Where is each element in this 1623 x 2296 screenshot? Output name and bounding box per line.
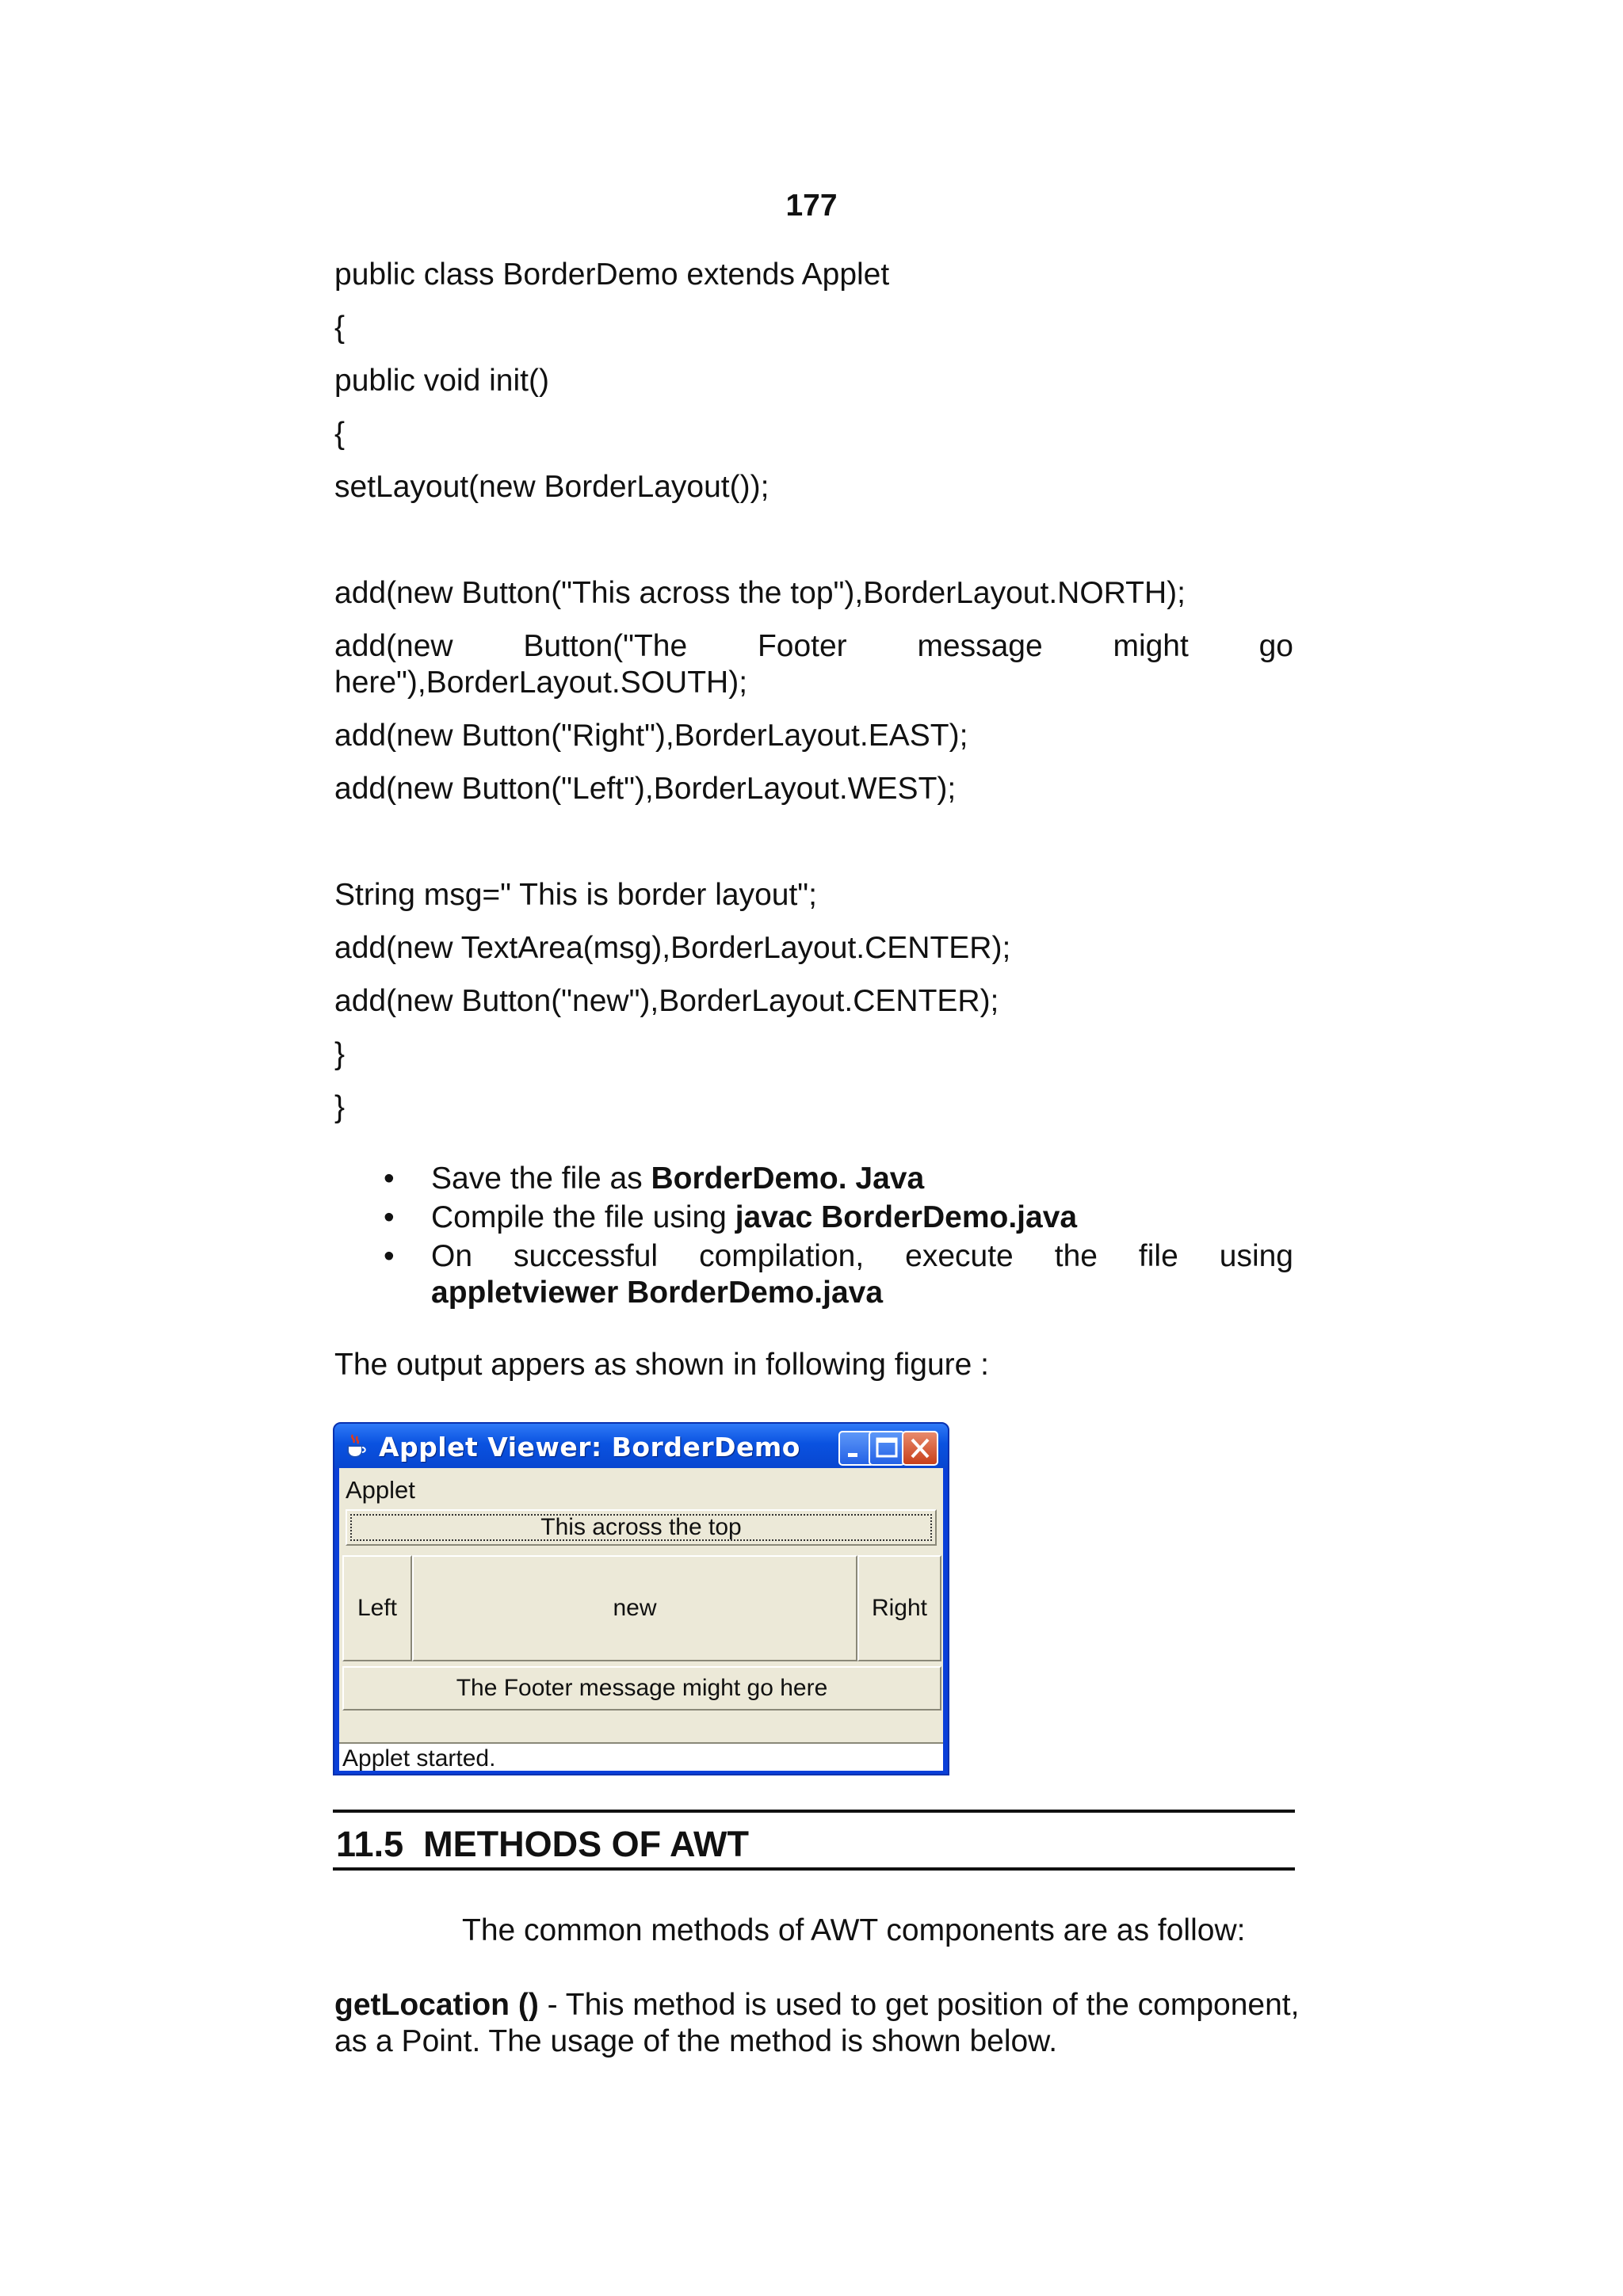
maximize-icon <box>870 1432 903 1464</box>
center-button-label: new <box>613 1595 657 1621</box>
method-description: - This method is used to get position of the component, as a Point. The usage of the method is shown below. <box>334 1988 1300 2058</box>
bullet-text: Compile the file using <box>431 1200 735 1234</box>
section-rule-top <box>333 1810 1295 1813</box>
code-line: public void init() <box>334 364 549 398</box>
intro-text: The common methods of AWT components are as follow: <box>462 1913 1246 1947</box>
status-bar <box>339 1742 943 1771</box>
code-line: String msg=" This is border layout"; <box>334 878 817 912</box>
maximize-button[interactable] <box>869 1431 905 1466</box>
west-button-label: Left <box>357 1595 398 1621</box>
bullet-icon: • <box>384 1161 395 1196</box>
code-line: { <box>334 417 346 451</box>
bullet-bold: javac BorderDemo.java <box>735 1200 1078 1234</box>
focus-ring <box>350 1514 932 1541</box>
list-item <box>334 1238 1293 1311</box>
list-item <box>334 1161 1293 1197</box>
south-button[interactable] <box>342 1666 941 1711</box>
title-bar[interactable] <box>334 1424 948 1468</box>
applet-menu[interactable]: Applet <box>346 1476 415 1504</box>
section-rule-bottom <box>333 1867 1295 1871</box>
code-line: here"),BorderLayout.SOUTH); <box>334 666 748 700</box>
code-line: { <box>334 311 346 345</box>
bullet-text: On successful compilation, execute the file using <box>431 1239 1293 1273</box>
north-button[interactable] <box>346 1509 937 1546</box>
applet-viewer-window <box>333 1422 949 1775</box>
bullet-icon: • <box>384 1239 395 1273</box>
window-title: Applet Viewer: BorderDemo <box>379 1432 800 1463</box>
code-line: } <box>334 1037 346 1071</box>
north-button-label: This across the top <box>540 1514 742 1540</box>
bullet-bold: BorderDemo. Java <box>651 1161 925 1196</box>
east-button-label: Right <box>871 1595 928 1621</box>
section-number: 11.5 <box>336 1824 404 1864</box>
bullet-bold: appletviewer BorderDemo.java <box>431 1276 884 1310</box>
page-number: 177 <box>785 189 838 223</box>
method-paragraph <box>334 1987 1301 2060</box>
east-button[interactable] <box>857 1555 941 1661</box>
close-icon <box>903 1432 937 1464</box>
status-text: Applet started. <box>342 1745 496 1772</box>
code-line: add(new Button("new"),BorderLayout.CENTER); <box>334 984 999 1018</box>
code-line: add(new TextArea(msg),BorderLayout.CENTER); <box>334 931 1011 965</box>
code-line: add(new Button("Right"),BorderLayout.EAST); <box>334 719 968 753</box>
south-button-label: The Footer message might go here <box>456 1675 828 1701</box>
instruction-list <box>334 1161 1293 1314</box>
java-cup-icon <box>346 1433 366 1459</box>
bullet-text: Save the file as <box>431 1161 651 1196</box>
bullet-icon: • <box>384 1200 395 1234</box>
output-caption: The output appers as shown in following figure : <box>334 1348 989 1382</box>
code-line: setLayout(new BorderLayout()); <box>334 470 769 504</box>
center-button[interactable] <box>412 1555 857 1661</box>
code-line: add(new Button("Left"),BorderLayout.WEST); <box>334 772 957 806</box>
code-line: } <box>334 1090 346 1124</box>
west-button[interactable] <box>342 1555 412 1661</box>
applet-body <box>339 1468 943 1771</box>
code-line: public class BorderDemo extends Applet <box>334 257 890 292</box>
code-line: add(new Button("The Footer message might go <box>334 629 1293 663</box>
close-button[interactable] <box>902 1431 938 1466</box>
section-heading <box>336 1824 749 1865</box>
method-name: getLocation () <box>334 1988 539 2022</box>
code-line: add(new Button("This across the top"),BorderLayout.NORTH); <box>334 576 1186 610</box>
list-item <box>334 1199 1293 1236</box>
section-title: METHODS OF AWT <box>423 1824 749 1864</box>
